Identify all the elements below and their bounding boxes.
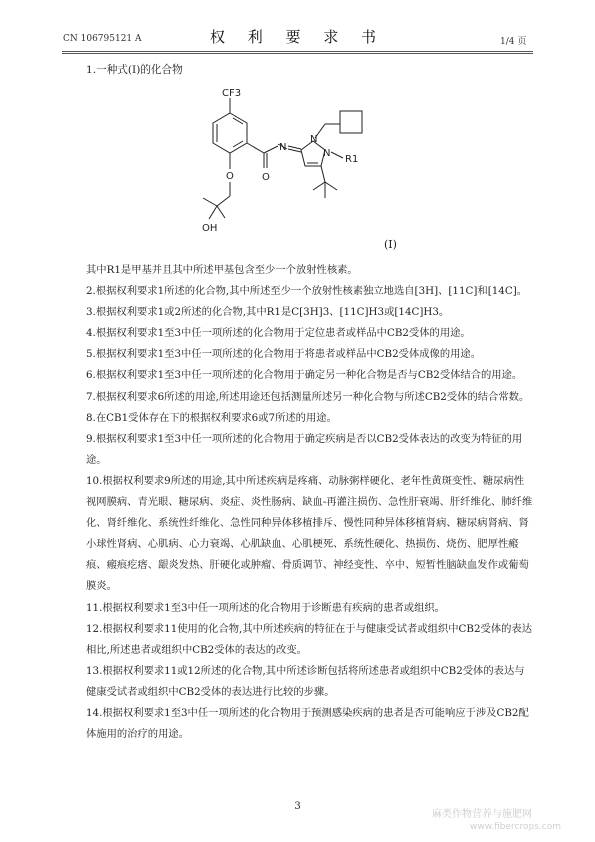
claim-8: 8.在CB1受体存在下的根据权利要求6或7所述的用途。: [86, 411, 337, 424]
page-number: 3: [294, 801, 301, 812]
claim-1-definition: 其中R1是甲基并且其中所述甲基包含至少一个放射性核素。: [86, 264, 358, 276]
pyrazole-n2-label: N: [323, 148, 331, 159]
watermark-url: www.fibercrops.com: [470, 822, 561, 832]
claim-11: 11.根据权利要求1至3中任一项所述的化合物用于诊断患有疾病的患者或组织。: [86, 601, 445, 614]
claim-12: 12.根据权利要求11使用的化合物,其中所述疾病的特征在于与健康受试者或组织中CB2受体的表达相比,所述患者或组织中CB2受体的表达的改变。: [86, 622, 533, 656]
formula-label: (I): [384, 238, 397, 251]
claim-14: 14.根据权利要求1至3中任一项所述的化合物用于预测感染疾病的患者是否可能响应于涉及CB2配体施用的治疗的用途。: [86, 706, 529, 741]
claim-9: 9.根据权利要求1至3中任一项所述的化合物用于确定疾病是否以CB2受体表达的改变为特征的用途。: [86, 432, 523, 466]
chemical-structure-diagram: [185, 86, 445, 256]
claim-2: 2.根据权利要求1所述的化合物,其中所述至少一个放射性核素独立地选自[3H]、[11C]和[14C]。: [86, 285, 528, 298]
claim-1-intro: 1.一种式(I)的化合物: [86, 64, 183, 76]
claim-4: 4.根据权利要求1至3中任一项所述的化合物用于定位患者或样品中CB2受体的用途。: [86, 327, 471, 340]
claim-13: 13.根据权利要求11或12所述的化合物,其中所述诊断包括将所述患者或组织中CB2受体的表达与健康受试者或组织中CB2受体的表达进行比较的步骤。: [86, 664, 525, 698]
claim-6: 6.根据权利要求1至3中任一项所述的化合物用于确定另一种化合物是否与CB2受体结合的用途。: [86, 369, 523, 382]
claim-5: 5.根据权利要求1至3中任一项所述的化合物用于将患者或样品中CB2受体成像的用途。: [86, 348, 482, 361]
document-title: 权 利 要 求 书: [209, 28, 386, 46]
document-number: CN 106795121 A: [63, 34, 142, 44]
watermark-site-name: 麻类作物营养与施肥网: [432, 809, 532, 820]
header-rule: [62, 51, 533, 52]
claim-7: 7.根据权利要求6所述的用途,所述用途还包括测量所述另一种化合物与所述CB2受体的结合常数。: [86, 390, 530, 403]
ether-oxygen-label: O: [226, 171, 234, 182]
r1-label: R1: [345, 154, 359, 165]
page-indicator: 1/4 页: [500, 37, 527, 47]
claim-3: 3.根据权利要求1或2所述的化合物,其中R1是C[3H]3、[11C]H3或[14C]H3。: [86, 306, 450, 319]
carbonyl-oxygen-label: O: [262, 172, 270, 183]
pyrazole-n1-label: N: [310, 134, 318, 145]
claim-10: 10.根据权利要求9所述的用途,其中所述疾病是疼痛、动脉粥样硬化、老年性黄斑变性、糖尿病性视网膜病、青光眼、糖尿病、炎症、炎性肠病、缺血-再灌注损伤、急性肝衰竭、肝纤维化、肺纤维化、肾纤维化、系统性纤维化、急性同种异体移植排斥、慢性同种异体移植肾病、糖尿病肾病、肾小球性肾病、心肌病、心力衰竭、心肌缺血、心肌梗死、系统性硬化、热损伤、烧伤、肥厚性瘢痕、瘢痕疙瘩、龈炎发热、肝硬化或肿瘤、骨质调节、神经变性、卒中、短暂性脑缺血发作或葡萄膜炎。: [86, 474, 533, 593]
hydroxyl-label: OH: [202, 223, 218, 234]
cf3-label: CF3: [222, 88, 242, 99]
claims-body: [86, 260, 533, 745]
amide-nitrogen-label: N: [279, 142, 287, 153]
header-rule-double: [62, 53, 533, 54]
